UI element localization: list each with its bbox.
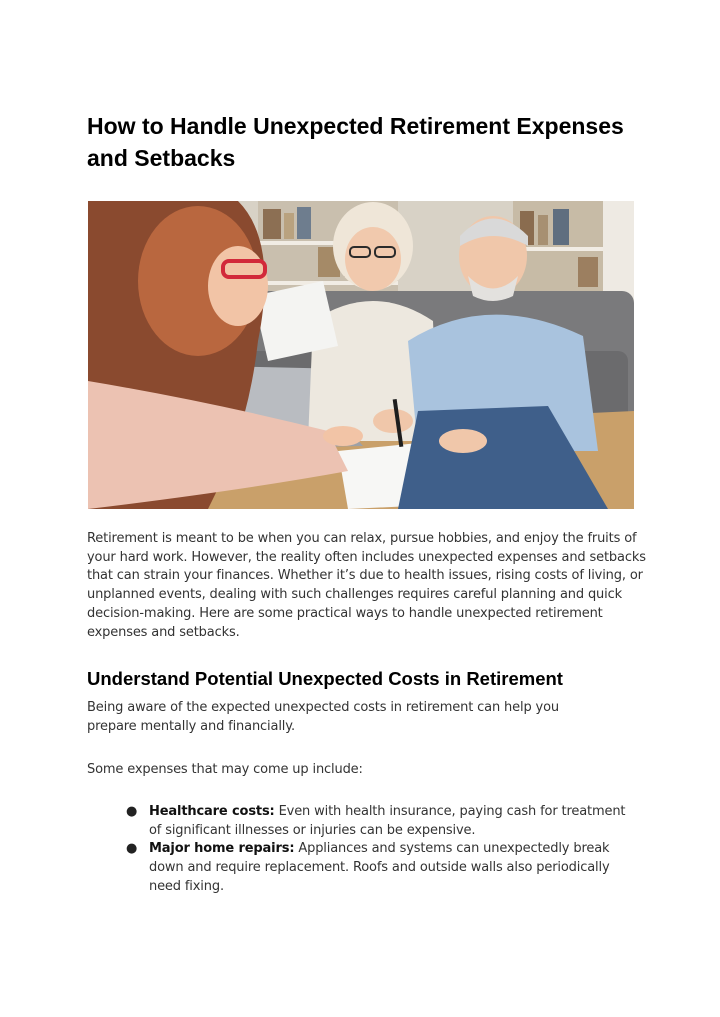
list-item	[126, 803, 636, 840]
bullet-icon: ●	[126, 804, 138, 819]
list-item-term: Major home repairs:	[149, 841, 295, 857]
intro-paragraph: Retirement is meant to be when you can relax, pursue hobbies, and enjoy the fruits of your hard work. However, the reality often includes unexpected expenses and setbacks that can strain your finances. Whether it’s due to health issues, rising costs of living, or unplanned events, dealing with such challenges requires careful planning and quick decision-making. Here are some practical ways to handle unexpected retirement expenses and setbacks.	[87, 531, 646, 640]
bullet-icon: ●	[126, 841, 138, 857]
section-paragraph-lead-in: Some expenses that may come up include:	[87, 762, 363, 777]
list-item	[126, 840, 636, 896]
section-paragraph-awareness: Being aware of the expected unexpected costs in retirement can help you prepare mentally and financially.	[87, 700, 559, 734]
page-title: How to Handle Unexpected Retirement Expenses and Setbacks	[87, 113, 624, 171]
expense-list	[126, 803, 636, 897]
list-item-text: Even with health insurance, paying cash for treatment of significant illnesses or injuries can be expensive.	[149, 804, 626, 838]
list-item-term: Healthcare costs:	[149, 804, 275, 819]
section-heading: Understand Potential Unexpected Costs in Retirement	[87, 668, 563, 689]
list-item-text: Appliances and systems can unexpectedly break down and require replacement. Roofs and outside walls also periodically need fixing.	[149, 841, 610, 894]
hero-image	[88, 201, 634, 509]
